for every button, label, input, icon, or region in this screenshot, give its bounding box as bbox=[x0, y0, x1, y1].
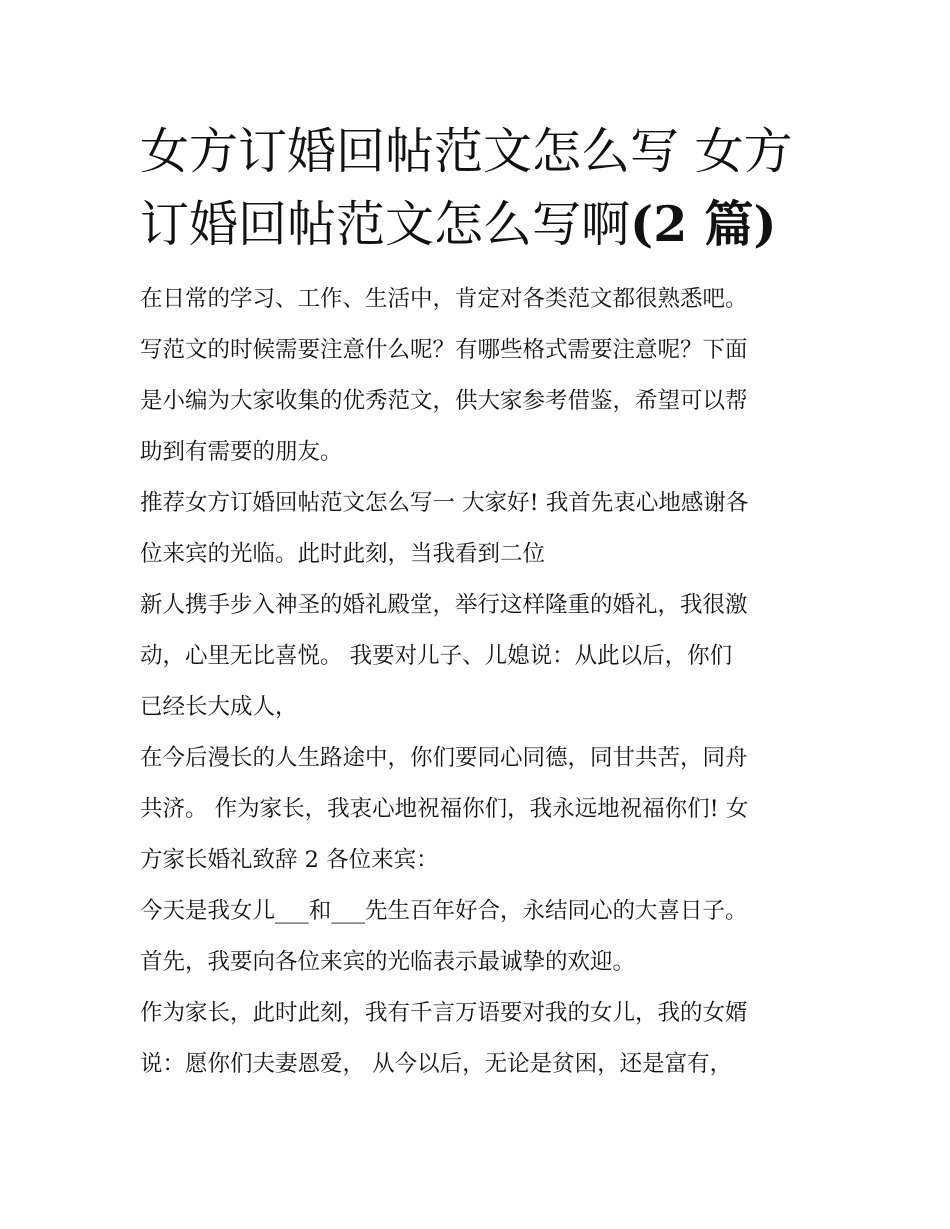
body-line: 作为家长，此时此刻，我有千言万语要对我的女儿，我的女婿 bbox=[140, 1000, 748, 1026]
body-line: 今天是我女儿___和___先生百年好合，永结同心的大喜日子。 bbox=[140, 898, 748, 924]
body-line: 助到有需要的朋友。 bbox=[140, 439, 343, 465]
body-line: 首先，我要向各位来宾的光临表示最诚挚的欢迎。 bbox=[140, 949, 636, 975]
body-line: 写范文的时候需要注意什么呢？有哪些格式需要注意呢？下面 bbox=[140, 337, 748, 363]
document-body bbox=[140, 274, 820, 1090]
title-line-2 bbox=[140, 188, 820, 261]
body-line: 在日常的学习、工作、生活中，肯定对各类范文都很熟悉吧。 bbox=[140, 286, 748, 312]
body-line: 动，心里无比喜悦。 我要对儿子、儿媳说：从此以后，你们 bbox=[140, 643, 733, 669]
document-title bbox=[140, 116, 820, 261]
body-line: 已经长大成人， bbox=[140, 694, 298, 720]
body-line: 方家长婚礼致辞 2 各位来宾： bbox=[140, 847, 439, 873]
body-line: 推荐女方订婚回帖范文怎么写一 大家好! 我首先衷心地感谢各 bbox=[140, 490, 749, 516]
body-line: 新人携手步入神圣的婚礼殿堂，举行这样隆重的婚礼，我很激 bbox=[140, 592, 748, 618]
body-line: 是小编为大家收集的优秀范文，供大家参考借鉴，希望可以帮 bbox=[140, 388, 748, 414]
body-line: 在今后漫长的人生路途中，你们要同心同德，同甘共苦，同舟 bbox=[140, 745, 748, 771]
title-line-1: 女方订婚回帖范文怎么写 女方 bbox=[140, 123, 793, 180]
body-line: 共济。 作为家长，我衷心地祝福你们，我永远地祝福你们! 女 bbox=[140, 796, 749, 822]
title-count: (2 篇) bbox=[630, 195, 777, 253]
body-line: 说：愿你们夫妻恩爱， 从今以后，无论是贫困，还是富有， bbox=[140, 1051, 733, 1077]
title-line-2-text: 订婚回帖范文怎么写啊 bbox=[140, 196, 631, 253]
body-line: 位来宾的光临。此时此刻，当我看到二位 bbox=[140, 541, 546, 567]
